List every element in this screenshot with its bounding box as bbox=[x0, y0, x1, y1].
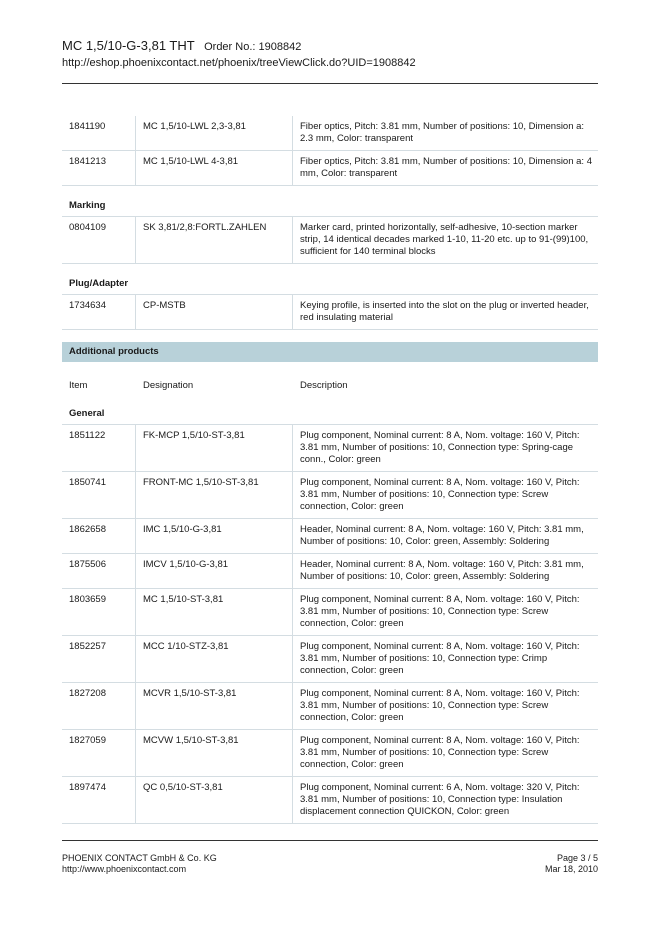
description: Plug component, Nominal current: 8 A, Nom. voltage: 160 V, Pitch: 3.81 mm, Number of positions: 10, Connection type: Screw connection, Color: green bbox=[300, 688, 580, 723]
section-additional-products: Additional products bbox=[62, 342, 598, 362]
description: Keying profile, is inserted into the slot on the plug or inverted header, red insulating material bbox=[300, 300, 589, 323]
footer-left bbox=[62, 853, 217, 875]
description: Plug component, Nominal current: 6 A, Nom. voltage: 320 V, Pitch: 3.81 mm, Number of positions: 10, Connection type: Insulation displacement connection QUICKON, Color: green bbox=[300, 782, 580, 817]
designation: MCVW 1,5/10-ST-3,81 bbox=[136, 730, 293, 776]
column-headers bbox=[62, 362, 598, 396]
page-number: Page 3 / 5 bbox=[556, 853, 598, 863]
table-row bbox=[62, 295, 598, 330]
product-title: MC 1,5/10-G-3,81 THT bbox=[62, 38, 195, 53]
designation: MC 1,5/10-LWL 4-3,81 bbox=[136, 151, 293, 185]
table-row bbox=[62, 683, 598, 730]
item-number: 1827059 bbox=[62, 730, 136, 776]
item-number: 1803659 bbox=[62, 589, 136, 635]
description: Plug component, Nominal current: 8 A, Nom. voltage: 160 V, Pitch: 3.81 mm, Number of positions: 10, Connection type: Screw connection, Color: green bbox=[300, 477, 580, 512]
description: Marker card, printed horizontally, self-adhesive, 10-section marker strip, 14 identical decades marked 1-10, 11-20 etc. up to 91-(99)100, sufficient for 140 terminal blocks bbox=[300, 222, 589, 257]
plug-adapter-table bbox=[62, 295, 598, 330]
table-row bbox=[62, 519, 598, 554]
item-number: 0804109 bbox=[62, 217, 136, 263]
title-line bbox=[62, 38, 598, 55]
designation: MC 1,5/10-ST-3,81 bbox=[136, 589, 293, 635]
description: Plug component, Nominal current: 8 A, Nom. voltage: 160 V, Pitch: 3.81 mm, Number of positions: 10, Connection type: Screw connection, Color: green bbox=[300, 594, 580, 629]
column-header-designation: Designation bbox=[143, 380, 194, 391]
item-number: 1875506 bbox=[62, 554, 136, 588]
product-url[interactable]: http://eshop.phoenixcontact.net/phoenix/treeViewClick.do?UID=1908842 bbox=[62, 57, 416, 69]
item-number: 1841213 bbox=[62, 151, 136, 185]
item-number: 1850741 bbox=[62, 472, 136, 518]
designation: FK-MCP 1,5/10-ST-3,81 bbox=[136, 425, 293, 471]
general-table bbox=[62, 425, 598, 824]
page-header bbox=[62, 38, 598, 70]
designation: IMCV 1,5/10-G-3,81 bbox=[136, 554, 293, 588]
description: Plug component, Nominal current: 8 A, Nom. voltage: 160 V, Pitch: 3.81 mm, Number of positions: 10, Connection type: Crimp connection, Color: green bbox=[300, 641, 580, 676]
table-row bbox=[62, 472, 598, 519]
designation: IMC 1,5/10-G-3,81 bbox=[136, 519, 293, 553]
description: Plug component, Nominal current: 8 A, Nom. voltage: 160 V, Pitch: 3.81 mm, Number of positions: 10, Connection type: Spring-cage conn., Color: green bbox=[300, 430, 580, 465]
group-title-marking: Marking bbox=[62, 186, 598, 217]
company-name: PHOENIX CONTACT GmbH & Co. KG bbox=[62, 853, 217, 863]
header-divider bbox=[62, 83, 598, 84]
item-number: 1734634 bbox=[62, 295, 136, 329]
table-row bbox=[62, 554, 598, 589]
description: Header, Nominal current: 8 A, Nom. voltage: 160 V, Pitch: 3.81 mm, Number of positions: 10, Color: green, Assembly: Soldering bbox=[300, 559, 584, 582]
order-number: Order No.: 1908842 bbox=[204, 41, 302, 53]
designation: CP-MSTB bbox=[136, 295, 293, 329]
marking-table bbox=[62, 217, 598, 264]
description: Fiber optics, Pitch: 3.81 mm, Number of positions: 10, Dimension a: 2.3 mm, Color: transparent bbox=[300, 121, 585, 144]
table-row bbox=[62, 217, 598, 264]
item-number: 1841190 bbox=[62, 116, 136, 150]
designation: FRONT-MC 1,5/10-ST-3,81 bbox=[136, 472, 293, 518]
company-website[interactable]: http://www.phoenixcontact.com bbox=[62, 864, 187, 874]
designation: MCVR 1,5/10-ST-3,81 bbox=[136, 683, 293, 729]
footer-right bbox=[545, 853, 598, 875]
designation: MCC 1/10-STZ-3,81 bbox=[136, 636, 293, 682]
table-row bbox=[62, 151, 598, 186]
table-row bbox=[62, 777, 598, 824]
table-row bbox=[62, 425, 598, 472]
table-row bbox=[62, 636, 598, 683]
content bbox=[62, 116, 598, 824]
designation: SK 3,81/2,8:FORTL.ZAHLEN bbox=[136, 217, 293, 263]
group-title-general: General bbox=[62, 396, 598, 425]
item-number: 1851122 bbox=[62, 425, 136, 471]
item-number: 1862658 bbox=[62, 519, 136, 553]
description: Header, Nominal current: 8 A, Nom. voltage: 160 V, Pitch: 3.81 mm, Number of positions: 10, Color: green, Assembly: Soldering bbox=[300, 524, 584, 547]
item-number: 1897474 bbox=[62, 777, 136, 823]
designation: MC 1,5/10-LWL 2,3-3,81 bbox=[136, 116, 293, 150]
print-date: Mar 18, 2010 bbox=[544, 864, 598, 874]
column-header-description: Description bbox=[300, 380, 348, 391]
column-header-item: Item bbox=[69, 380, 88, 391]
description: Plug component, Nominal current: 8 A, Nom. voltage: 160 V, Pitch: 3.81 mm, Number of positions: 10, Connection type: Screw connection, Color: green bbox=[300, 735, 580, 770]
table-row bbox=[62, 589, 598, 636]
description: Fiber optics, Pitch: 3.81 mm, Number of positions: 10, Dimension a: 4 mm, Color: transparent bbox=[300, 156, 592, 179]
top-rows-table bbox=[62, 116, 598, 186]
table-row bbox=[62, 730, 598, 777]
item-number: 1827208 bbox=[62, 683, 136, 729]
group-title-plug-adapter: Plug/Adapter bbox=[62, 264, 598, 295]
footer-divider bbox=[62, 840, 598, 841]
item-number: 1852257 bbox=[62, 636, 136, 682]
table-row bbox=[62, 116, 598, 151]
designation: QC 0,5/10-ST-3,81 bbox=[136, 777, 293, 823]
